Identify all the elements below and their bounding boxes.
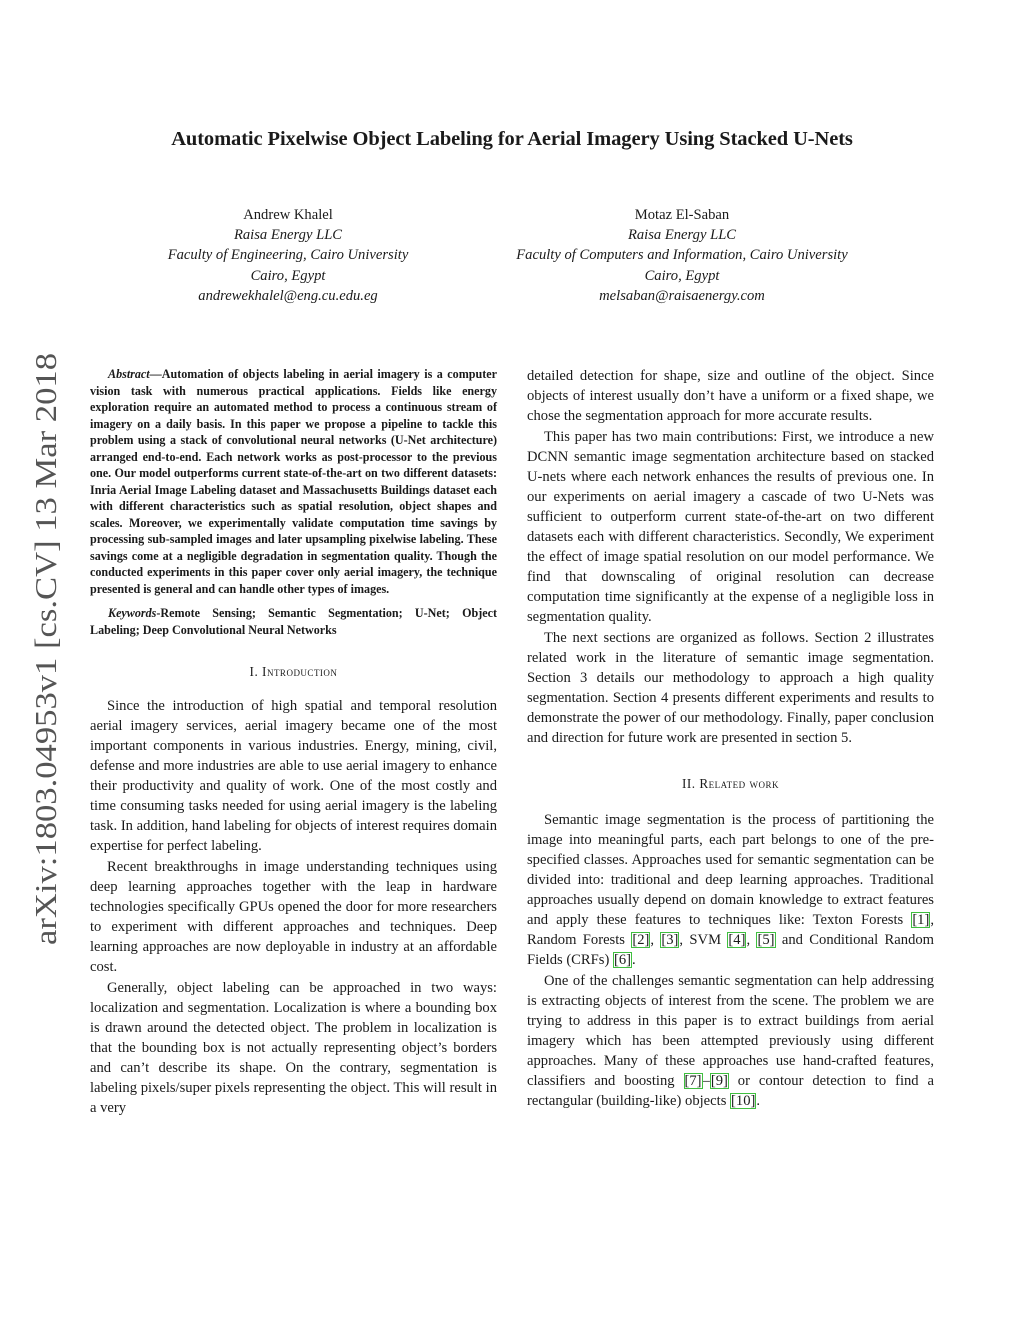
citation-link[interactable]: [5]	[757, 932, 775, 948]
author-name: Motaz El-Saban	[634, 207, 730, 223]
author-affiliation: Raisa Energy LLC	[233, 227, 343, 244]
author-name: Andrew Khalel	[243, 207, 333, 223]
abstract	[90, 366, 497, 597]
keywords-text: -Remote Sensing; Semantic Segmentation; U-Net; Object Labeling; Deep Convolutional Neural Networks	[90, 606, 497, 637]
paragraph	[527, 810, 934, 970]
text-run: , Random Forests	[527, 912, 934, 948]
paragraph-continuation: detailed detection for shape, size and outline of the object. Since objects of interest usually don’t have a uniform or a fixed shape, we chose the segmentation approach for more accurate results.	[527, 368, 934, 424]
paragraph: The next sections are organized as follows. Section 2 illustrates related work in the literature of semantic image segmentation. Section 3 details our methodology to approach a high quality segmentation. Section 4 presents different experiments and results to demonstrate the power of our methodology. Finally, paper conclusion and direction for future work are presented in section 5.	[527, 630, 934, 746]
citation-link[interactable]: [4]	[728, 932, 746, 948]
text-run: One of the challenges semantic segmentation can help addressing is extracting objects of interest from the scene. The problem we are trying to address in this paper is to extract buildings from aerial imagery which has been attempted previously using different approaches. Many of these approaches use hand-crafted features, classifiers and boosting	[527, 973, 934, 1089]
author-location: Cairo, Egypt	[250, 267, 326, 284]
left-column	[90, 366, 497, 1119]
author-affiliation: Faculty of Computers and Information, Cairo University	[516, 247, 848, 264]
text-run: Semantic image segmentation is the process of partitioning the image into meaningful parts, each part belongs to one of the pre-specified classes. Approaches used for semantic segmentation can be divided into: traditional and deep learning approaches. Traditional approaches usually depend on domain knowledge to extract features and apply these features to techniques like: Texton Forests	[527, 812, 934, 928]
text-run: ,	[650, 932, 661, 948]
citation-link[interactable]: [7]	[684, 1073, 702, 1089]
author-location: Cairo, Egypt	[644, 267, 720, 284]
paragraph	[527, 971, 934, 1111]
paragraph: Since the introduction of high spatial and temporal resolution aerial imagery services, aerial imagery became one of the most important components in various industries. Energy, mining, civil, defense and more industries are able to use aerial imagery to enhance their productivity and quality of work. One of the most costly and time consuming tasks needed for using aerial imagery is the labeling task. In addition, hand labeling for objects of interest requires domain expertise for perfect labeling.	[90, 698, 497, 854]
arxiv-side-stamp	[18, 350, 68, 945]
right-column	[527, 366, 934, 1112]
paper-title: Automatic Pixelwise Object Labeling for Aerial Imagery Using Stacked U-Nets	[171, 128, 853, 150]
text-run: –	[702, 1073, 710, 1089]
text-run: , SVM	[679, 932, 728, 948]
text-run: and Conditional Random Fields (CRFs)	[527, 932, 935, 968]
paragraph: This paper has two main contributions: First, we introduce a new DCNN semantic image segmentation architecture based on stacked U-nets where each network enhances the results of previous one. In our experiments on aerial imagery a cascade of two U-Nets was sufficient to outperform current state-of-the-art on two different datasets each with different characteristics. Secondly, We experiment the effect of image spatial resolution on our model performance. We find that downscaling of original resolution can decrease computation time significantly at the expense of a negligible loss in segmentation quality.	[527, 429, 934, 625]
section-number: I.	[249, 664, 259, 679]
author-affiliation: Faculty of Engineering, Cairo University	[167, 247, 409, 264]
section-title: Introduction	[262, 664, 338, 679]
author-affiliation: Raisa Energy LLC	[627, 227, 737, 244]
citation-link[interactable]: [10]	[731, 1093, 756, 1109]
arxiv-stamp-graphic	[18, 350, 68, 945]
section-heading-related-work	[527, 776, 934, 792]
author-email: andrewekhalel@eng.cu.edu.eg	[198, 287, 378, 304]
keywords	[90, 605, 497, 638]
section-heading-introduction	[90, 664, 497, 680]
section-title: Related work	[699, 776, 779, 791]
abstract-text: Automation of objects labeling in aerial imagery is a computer vision task with numerous practical applications. Fields like energy exploration require an automated method to process a continuous stream of imagery on a daily basis. In this paper we propose a pipeline to tackle this problem using a stack of convolutional neural networks (U-Net architecture) arranged end-to-end. Each network works as post-processor to the previous one. Our model outperforms current state-of-the-art on two different datasets: Inria Aerial Image Labeling dataset and Massachusetts Buildings dataset each with different characteristics such as spatial resolution, object shapes and scales. Moreover, we experimentally validate computation time savings by processing sub-sampled images and later upsampling pixelwise labeling. These savings come at a negligible degradation in segmentation quality. Though the conducted experiments in this paper cover only aerial imagery, the technique presented is general and can handle other types of images.	[90, 367, 497, 596]
abstract-label: Abstract	[108, 367, 150, 381]
citation-link[interactable]: [2]	[632, 932, 650, 948]
citation-link[interactable]: [9]	[710, 1073, 728, 1089]
paragraph: Generally, object labeling can be approached in two ways: localization and segmentation. Localization is where a bounding box is drawn around the detected object. The problem in localization is that the bounding box is not actually representing object’s borders and can’t describe its shape. On the contrary, segmentation is labeling pixels/super pixels representing the object. This will result in a very	[90, 980, 497, 1116]
author-block-2	[472, 205, 892, 306]
paragraph: Recent breakthroughs in image understanding techniques using deep learning approaches together with the leap in hardware technologies specifically GPUs opened the door for more researchers to experiment with different approaches and techniques. Deep learning approaches are now deployable in industry at an affordable cost.	[90, 859, 497, 975]
citation-link[interactable]: [1]	[912, 912, 930, 928]
citation-link[interactable]: [3]	[661, 932, 679, 948]
author-block-1	[128, 205, 448, 306]
keywords-label: Keywords	[108, 606, 157, 620]
author-email: melsaban@raisaenergy.com	[599, 287, 765, 304]
citation-link[interactable]: [6]	[613, 952, 631, 968]
section-number: II.	[682, 776, 696, 791]
text-run: ,	[746, 932, 757, 948]
text-run: .	[756, 1093, 761, 1109]
arxiv-identifier: arXiv:1803.04953v1 [cs.CV] 13 Mar 2018	[29, 423, 63, 945]
abstract-dash: —	[149, 367, 162, 381]
text-run: or contour detection to find a rectangular (building-like) objects	[527, 1073, 934, 1109]
text-run: .	[632, 952, 636, 968]
